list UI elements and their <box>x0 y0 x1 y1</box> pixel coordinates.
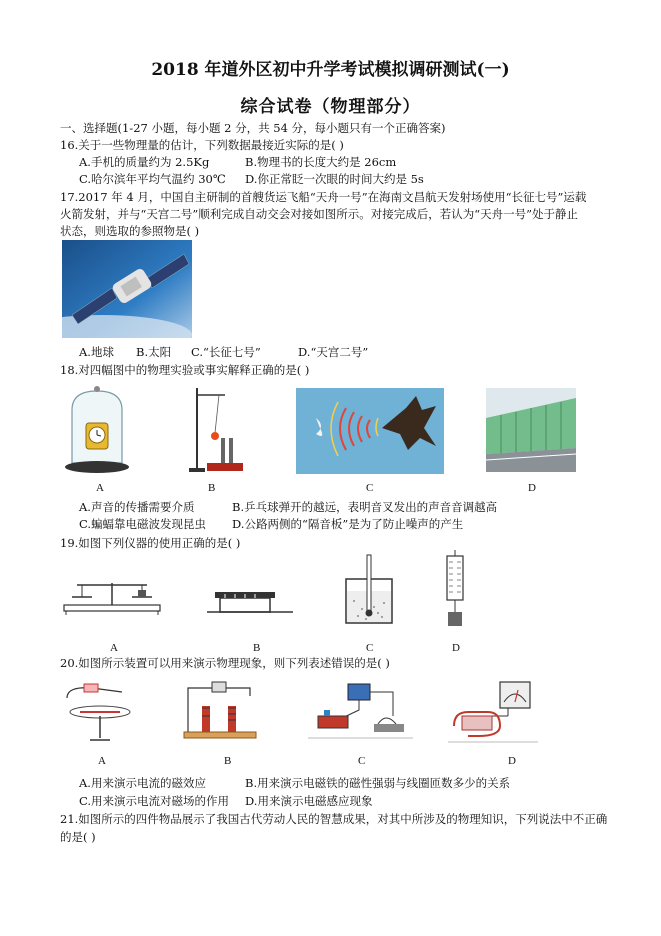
q17-line-3: 状态，则选取的参照物是( ) <box>60 224 200 238</box>
q18-stem: 18.对四幅图中的物理实验或事实解释正确的是( ) <box>60 363 310 377</box>
motor-figure <box>308 680 413 748</box>
q20-option-b: B.用来演示电磁铁的磁性强弱与线圈匝数多少的关系 <box>245 776 511 790</box>
q17-option-d: D.“天宫二号” <box>298 345 369 359</box>
q17-line-2: 火箭发射，并与“天宫二号”顺利完成自动交会对接如图所示。对接完成后，若认为“天舟一号”处于静止 <box>60 207 579 221</box>
q19-stem: 19.如图下列仪器的使用正确的是( ) <box>60 536 241 550</box>
q20-option-d: D.用来演示电磁感应现象 <box>245 794 373 808</box>
balance-figure <box>62 575 162 615</box>
ruler-figure <box>205 588 295 618</box>
bat-echolocation-figure <box>296 388 444 474</box>
q20-label-d: D <box>508 755 516 767</box>
electromagnet-figure <box>180 676 260 748</box>
q17-option-c: C.“长征七号” <box>191 345 261 359</box>
q19-label-d: D <box>452 642 460 654</box>
q21-line-1: 21.如图所示的四件物品展示了我国古代劳动人民的智慧成果，对其中所涉及的物理知识，下列说法中不正确 <box>60 812 608 826</box>
q16-option-b: B.物理书的长度大约是 26cm <box>245 155 397 169</box>
q20-stem: 20.如图所示装置可以用来演示物理现象，则下列表述错误的是( ) <box>60 656 390 670</box>
spring-scale-figure <box>440 550 470 632</box>
q20-option-a: A.用来演示电流的磁效应 <box>79 776 206 790</box>
oersted-figure <box>62 676 137 748</box>
q16-option-a: A.手机的质量约为 2.5Kg <box>79 155 210 169</box>
q20-option-c: C.用来演示电流对磁场的作用 <box>79 794 230 808</box>
thermometer-beaker-figure <box>340 553 400 628</box>
q21-line-2: 的是( ) <box>60 830 96 844</box>
q19-label-a: A <box>110 642 118 654</box>
q20-label-b: B <box>224 755 232 767</box>
q17-option-a: A.地球 <box>79 345 114 359</box>
galvanometer-figure <box>448 676 538 748</box>
q18-label-c: C <box>366 482 374 494</box>
q17-option-b: B.太阳 <box>136 345 172 359</box>
exam-title: 2018 年道外区初中升学考试模拟调研测试(一) <box>151 60 510 80</box>
q19-label-b: B <box>253 642 261 654</box>
q19-label-c: C <box>366 642 374 654</box>
q16-stem: 16.关于一些物理量的估计，下列数据最接近实际的是( ) <box>60 138 344 152</box>
q18-option-c: C.蝙蝠靠电磁波发现昆虫 <box>79 517 207 531</box>
section-heading: 一、选择题(1-27 小题，每小题 2 分，共 54 分，每小题只有一个正确答案) <box>60 121 446 135</box>
noise-barrier-figure <box>486 388 576 472</box>
q16-option-c: C.哈尔滨年平均气温约 30℃ <box>79 172 226 186</box>
q18-option-d: D.公路两侧的“隔音板”是为了防止噪声的产生 <box>232 517 464 531</box>
exam-subtitle: 综合试卷（物理部分） <box>240 97 421 117</box>
q17-line-1: 17.2017 年 4 月，中国自主研制的首艘货运飞船“天舟一号”在海南文昌航天发射场使用“长征七号”运载 <box>60 190 587 204</box>
spacecraft-figure <box>62 240 192 338</box>
q20-label-a: A <box>98 755 106 767</box>
q18-label-b: B <box>208 482 216 494</box>
q18-option-b: B.乒乓球弹开的越远，表明音叉发出的声音音调越高 <box>232 500 498 514</box>
q20-label-c: C <box>358 755 366 767</box>
q18-option-a: A.声音的传播需要介质 <box>79 500 195 514</box>
q18-label-a: A <box>96 482 104 494</box>
tuning-fork-figure <box>185 383 245 478</box>
q18-label-d: D <box>528 482 536 494</box>
q16-option-d: D.你正常眨一次眼的时间大约是 5s <box>245 172 424 186</box>
bell-jar-figure <box>62 385 132 475</box>
